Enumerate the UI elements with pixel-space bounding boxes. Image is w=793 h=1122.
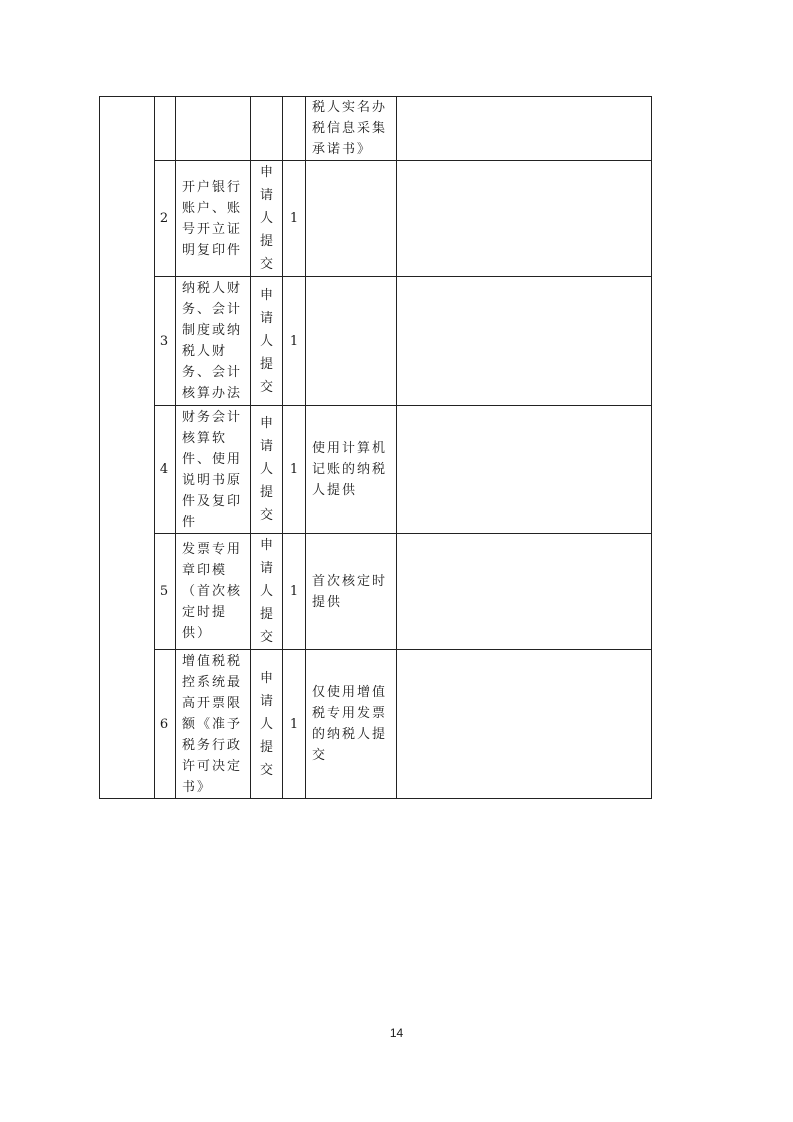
submitter-char: 提 (259, 607, 273, 622)
item-number: 4 (155, 406, 176, 534)
submitter-cell (251, 277, 283, 406)
material-note: 首次核定时提供 (306, 534, 397, 650)
submitter-char: 人 (259, 584, 273, 599)
material-name: 财务会计核算软件、使用说明书原件及复印件 (176, 406, 251, 534)
item-number (155, 97, 176, 161)
submitter-char: 申 (259, 670, 273, 686)
table-row (100, 277, 652, 406)
remark-cell (397, 161, 652, 277)
quantity: 1 (283, 650, 306, 799)
submitter-char: 人 (259, 211, 273, 226)
submitter-char: 提 (259, 234, 273, 249)
remark-cell (397, 406, 652, 534)
remark-cell (397, 277, 652, 406)
submitter-cell (251, 161, 283, 277)
submitter-char: 人 (259, 333, 273, 349)
submitter-char: 申 (259, 287, 273, 303)
remark-cell (397, 97, 652, 161)
submitter-char: 请 (259, 310, 273, 326)
submitter-cell (251, 650, 283, 799)
materials-table-body (100, 97, 652, 799)
item-number: 6 (155, 650, 176, 799)
submitter-char: 交 (259, 379, 273, 395)
materials-table (99, 96, 652, 799)
submitter-char: 请 (259, 439, 273, 454)
item-number: 2 (155, 161, 176, 277)
submitter-char: 申 (259, 165, 273, 180)
table-row (100, 650, 652, 799)
submitter-char: 交 (259, 508, 273, 523)
material-name: 增值税税控系统最高开票限额《准予税务行政许可决定书》 (176, 650, 251, 799)
submitter-char: 交 (259, 630, 273, 645)
quantity: 1 (283, 534, 306, 650)
quantity (283, 97, 306, 161)
submitter-char: 申 (259, 538, 273, 553)
table-row (100, 534, 652, 650)
submitter-cell (251, 534, 283, 650)
submitter-char: 提 (259, 739, 273, 755)
material-note (306, 277, 397, 406)
submitter-char: 交 (259, 257, 273, 272)
submitter-cell (251, 97, 283, 161)
material-name: 开户银行账户、账号开立证明复印件 (176, 161, 251, 277)
quantity: 1 (283, 277, 306, 406)
page-number: 14 (389, 1026, 404, 1040)
remark-cell (397, 534, 652, 650)
submitter-char: 请 (259, 188, 273, 203)
remark-cell (397, 650, 652, 799)
material-name (176, 97, 251, 161)
category-cell (100, 97, 155, 799)
material-note: 使用计算机记账的纳税人提供 (306, 406, 397, 534)
submitter-char: 请 (259, 693, 273, 709)
submitter-char: 人 (259, 716, 273, 732)
item-number: 5 (155, 534, 176, 650)
item-number: 3 (155, 277, 176, 406)
submitter-char: 申 (259, 416, 273, 431)
quantity: 1 (283, 406, 306, 534)
submitter-cell (251, 406, 283, 534)
quantity: 1 (283, 161, 306, 277)
table-row (100, 406, 652, 534)
material-note (306, 161, 397, 277)
material-note: 税人实名办税信息采集承诺书》 (306, 97, 397, 161)
submitter-char: 交 (259, 762, 273, 778)
table-row (100, 97, 652, 161)
table-row (100, 161, 652, 277)
material-name: 发票专用章印模（首次核定时提供） (176, 534, 251, 650)
submitter-char: 提 (259, 356, 273, 372)
submitter-char: 提 (259, 485, 273, 500)
submitter-char: 人 (259, 462, 273, 477)
submitter-char: 请 (259, 561, 273, 576)
material-note: 仅使用增值税专用发票的纳税人提交 (306, 650, 397, 799)
material-name: 纳税人财务、会计制度或纳税人财务、会计核算办法 (176, 277, 251, 406)
